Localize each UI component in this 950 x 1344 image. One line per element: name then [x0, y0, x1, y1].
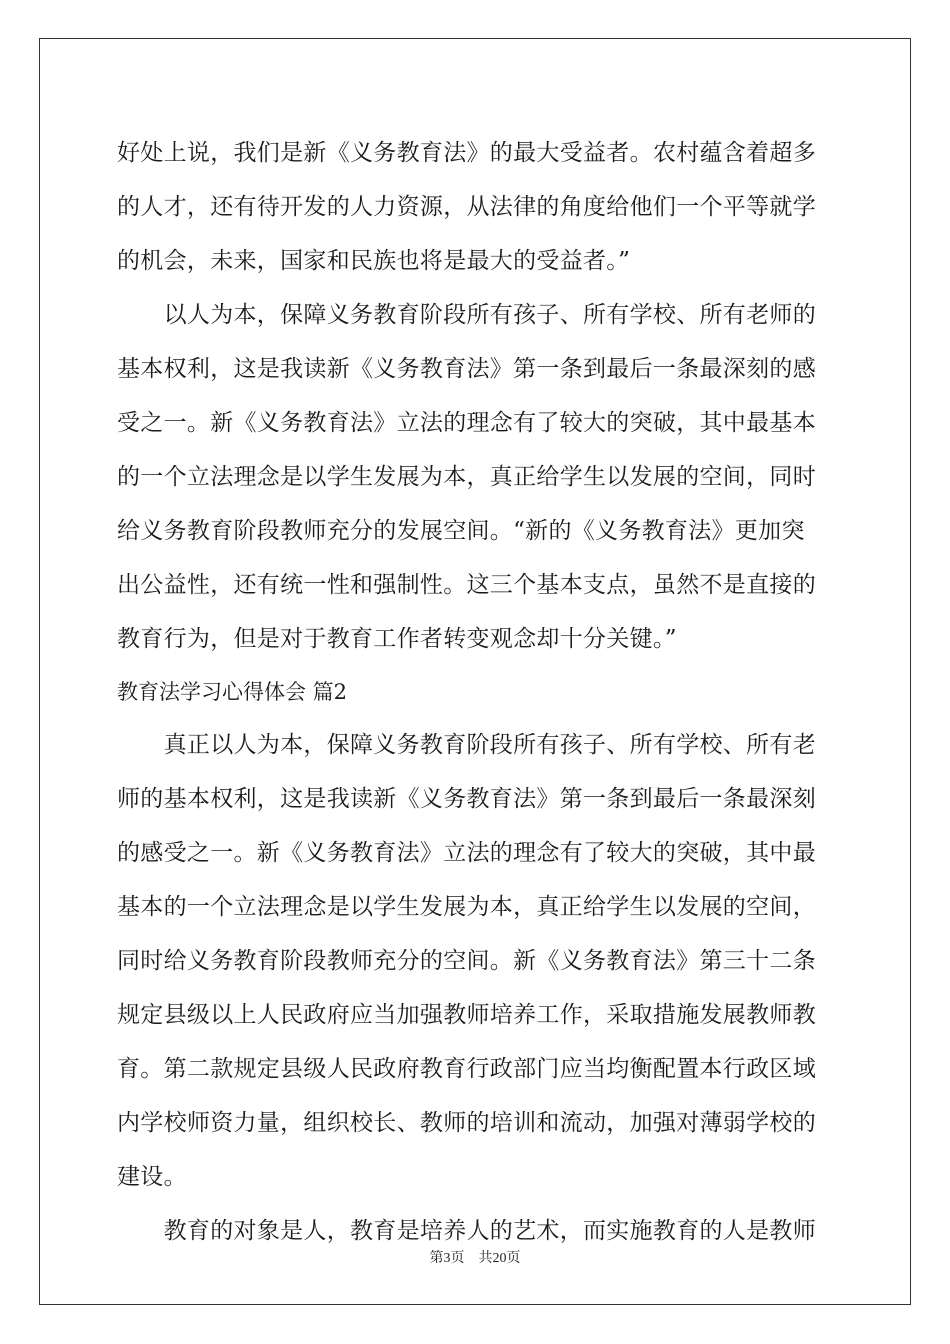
text-line: 的感受之一。新《义务教育法》立法的理念有了较大的突破，其中最: [117, 840, 816, 866]
text-line: 好处上说，我们是新《义务教育法》的最大受益者。农村蕴含着超多: [117, 140, 816, 166]
text-line: 育。第二款规定县级人民政府教育行政部门应当均衡配置本行政区域: [117, 1056, 816, 1082]
text-line: 师的基本权利，这是我读新《义务教育法》第一条到最后一条最深刻: [117, 786, 816, 812]
text-line: 给义务教育阶段教师充分的发展空间。“新的《义务教育法》更加突: [117, 518, 805, 544]
text-line: 规定县级以上人民政府应当加强教师培养工作，采取措施发展教师教: [117, 1002, 816, 1028]
text-line: 的一个立法理念是以学生发展为本，真正给学生以发展的空间，同时: [117, 464, 816, 490]
text-line: 同时给义务教育阶段教师充分的空间。新《义务教育法》第三十二条: [117, 948, 816, 974]
page-footer: [0, 1247, 950, 1267]
text-line: 内学校师资力量，组织校长、教师的培训和流动，加强对薄弱学校的: [117, 1110, 816, 1136]
text-line: 教育行为，但是对于教育工作者转变观念却十分关键。”: [117, 626, 677, 652]
text-line: 出公益性，还有统一性和强制性。这三个基本支点，虽然不是直接的: [117, 572, 816, 598]
text-line: 基本的一个立法理念是以学生发展为本，真正给学生以发展的空间，: [117, 894, 816, 920]
page-number: 第3页: [429, 1251, 465, 1266]
text-line: 受之一。新《义务教育法》立法的理念有了较大的突破，其中最基本: [117, 410, 816, 436]
text-line: 真正以人为本，保障义务教育阶段所有孩子、所有学校、所有老: [117, 732, 816, 758]
page-total: 共20页: [478, 1251, 521, 1266]
section-heading: 教育法学习心得体会 篇2: [117, 680, 348, 704]
text-line: 基本权利，这是我读新《义务教育法》第一条到最后一条最深刻的感: [117, 356, 816, 382]
text-line: 教育的对象是人，教育是培养人的艺术，而实施教育的人是教师: [117, 1218, 816, 1244]
text-line: 建设。: [117, 1164, 187, 1190]
text-line: 的人才，还有待开发的人力资源，从法律的角度给他们一个平等就学: [117, 194, 816, 220]
text-line: 以人为本，保障义务教育阶段所有孩子、所有学校、所有老师的: [117, 302, 816, 328]
text-line: 的机会，未来，国家和民族也将是最大的受益者。”: [117, 248, 631, 274]
document-body: [117, 126, 831, 1258]
